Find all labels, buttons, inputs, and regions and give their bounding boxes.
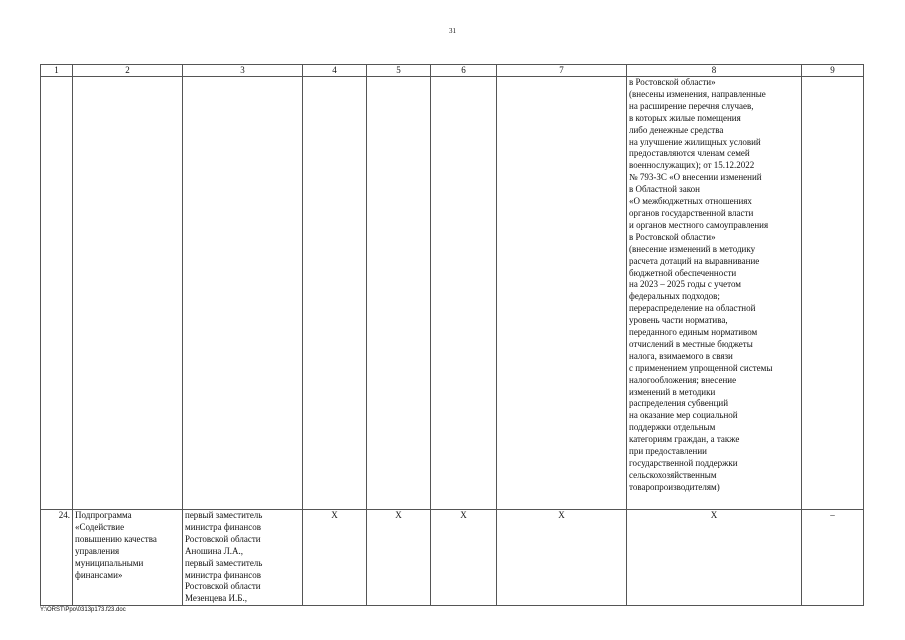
- text-line: военнослужащих); от 15.12.2022: [629, 160, 755, 171]
- text-line: бюджетной обеспеченности: [629, 267, 737, 278]
- text-line: министра финансов: [185, 569, 261, 580]
- text-line: управления: [75, 545, 120, 556]
- cont-cell-8: [627, 77, 802, 510]
- text-line: повышению качества: [75, 533, 157, 544]
- row24-col7: X: [497, 510, 627, 606]
- cont-cell-2: [73, 77, 183, 510]
- text-line: на расширение перечня случаев,: [629, 100, 754, 111]
- text-line: в Ростовской области»: [629, 231, 716, 242]
- text-line: Мезенцева И.Б.,: [185, 593, 247, 604]
- row24-responsible-text: [185, 510, 300, 605]
- text-line: отчислений в местные бюджеты: [629, 338, 753, 349]
- header-col-3: 3: [183, 65, 303, 77]
- text-line: предоставляются членам семей: [629, 148, 750, 159]
- text-line: уровень части норматива,: [629, 315, 728, 326]
- text-line: в Ростовской области»: [629, 77, 716, 87]
- text-line: на оказание мер социальной: [629, 410, 738, 421]
- header-col-4: 4: [303, 65, 367, 77]
- header-col-6: 6: [431, 65, 497, 77]
- cont-cell-5: [367, 77, 431, 510]
- cont-col8-text: [629, 77, 799, 494]
- text-line: первый заместитель: [185, 510, 263, 520]
- row24-col8: X: [627, 510, 802, 606]
- row24-col9: –: [802, 510, 864, 606]
- header-col-7: 7: [497, 65, 627, 77]
- table-row-continued: [41, 77, 864, 510]
- text-line: переданного единым нормативом: [629, 327, 758, 338]
- text-line: налогообложения; внесение: [629, 374, 737, 385]
- table-row-24: [41, 510, 864, 606]
- text-line: «Содействие: [75, 521, 125, 532]
- cont-cell-9: [802, 77, 864, 510]
- text-line: расчета дотаций на выравнивание: [629, 255, 760, 266]
- cont-cell-1: [41, 77, 73, 510]
- text-line: на 2023 – 2025 годы с учетом: [629, 279, 741, 290]
- text-line: № 793-ЗС «О внесении изменений: [629, 172, 762, 183]
- row24-subprogram-text: [75, 510, 180, 581]
- text-line: Ростовской области: [185, 581, 261, 592]
- header-col-2: 2: [73, 65, 183, 77]
- text-line: в которых жилые помещения: [629, 112, 741, 123]
- row24-col6: X: [431, 510, 497, 606]
- text-line: первый заместитель: [185, 557, 263, 568]
- header-col-1: 1: [41, 65, 73, 77]
- text-line: перераспределение на областной: [629, 303, 756, 314]
- text-line: муниципальными: [75, 557, 144, 568]
- row24-responsible-cell: [183, 510, 303, 606]
- text-line: сельскохозяйственным: [629, 469, 717, 480]
- header-col-5: 5: [367, 65, 431, 77]
- header-col-8: 8: [627, 65, 802, 77]
- text-line: налога, взимаемого в связи: [629, 350, 733, 361]
- text-line: Ростовской области: [185, 533, 261, 544]
- cont-cell-4: [303, 77, 367, 510]
- text-line: органов государственной власти: [629, 207, 754, 218]
- row24-number: 24.: [41, 510, 73, 606]
- page-number: 31: [449, 27, 456, 35]
- text-line: министра финансов: [185, 521, 261, 532]
- text-line: Подпрограмма: [75, 510, 132, 520]
- text-line: федеральных подходов;: [629, 291, 720, 302]
- row24-col4: X: [303, 510, 367, 606]
- text-line: товаропроизводителям): [629, 481, 720, 492]
- text-line: распределения субвенций: [629, 398, 729, 409]
- document-table: [40, 64, 864, 606]
- file-path-footer: Y:\ORST\Ppo\0313p173.f23.doc: [40, 607, 126, 613]
- text-line: (внесены изменения, направленные: [629, 88, 766, 99]
- cont-cell-6: [431, 77, 497, 510]
- text-line: государственной поддержки: [629, 458, 738, 468]
- cont-cell-7: [497, 77, 627, 510]
- table-header-row: [41, 65, 864, 77]
- row24-subprogram-cell: [73, 510, 183, 606]
- text-line: на улучшение жилищных условий: [629, 136, 761, 147]
- text-line: категориям граждан, а также: [629, 434, 740, 445]
- header-col-9: 9: [802, 65, 864, 77]
- text-line: изменений в методики: [629, 386, 716, 397]
- text-line: поддержки отдельным: [629, 422, 716, 433]
- text-line: Аношина Л.А.,: [185, 545, 243, 556]
- text-line: либо денежные средства: [629, 124, 724, 135]
- cont-cell-3: [183, 77, 303, 510]
- text-line: при предоставлении: [629, 446, 707, 457]
- text-line: и органов местного самоуправления: [629, 219, 769, 230]
- text-line: финансами»: [75, 569, 123, 580]
- text-line: «О межбюджетных отношениях: [629, 196, 752, 207]
- text-line: с применением упрощенной системы: [629, 362, 773, 373]
- text-line: в Областной закон: [629, 184, 700, 195]
- text-line: (внесение изменений в методику: [629, 243, 756, 254]
- row24-col5: X: [367, 510, 431, 606]
